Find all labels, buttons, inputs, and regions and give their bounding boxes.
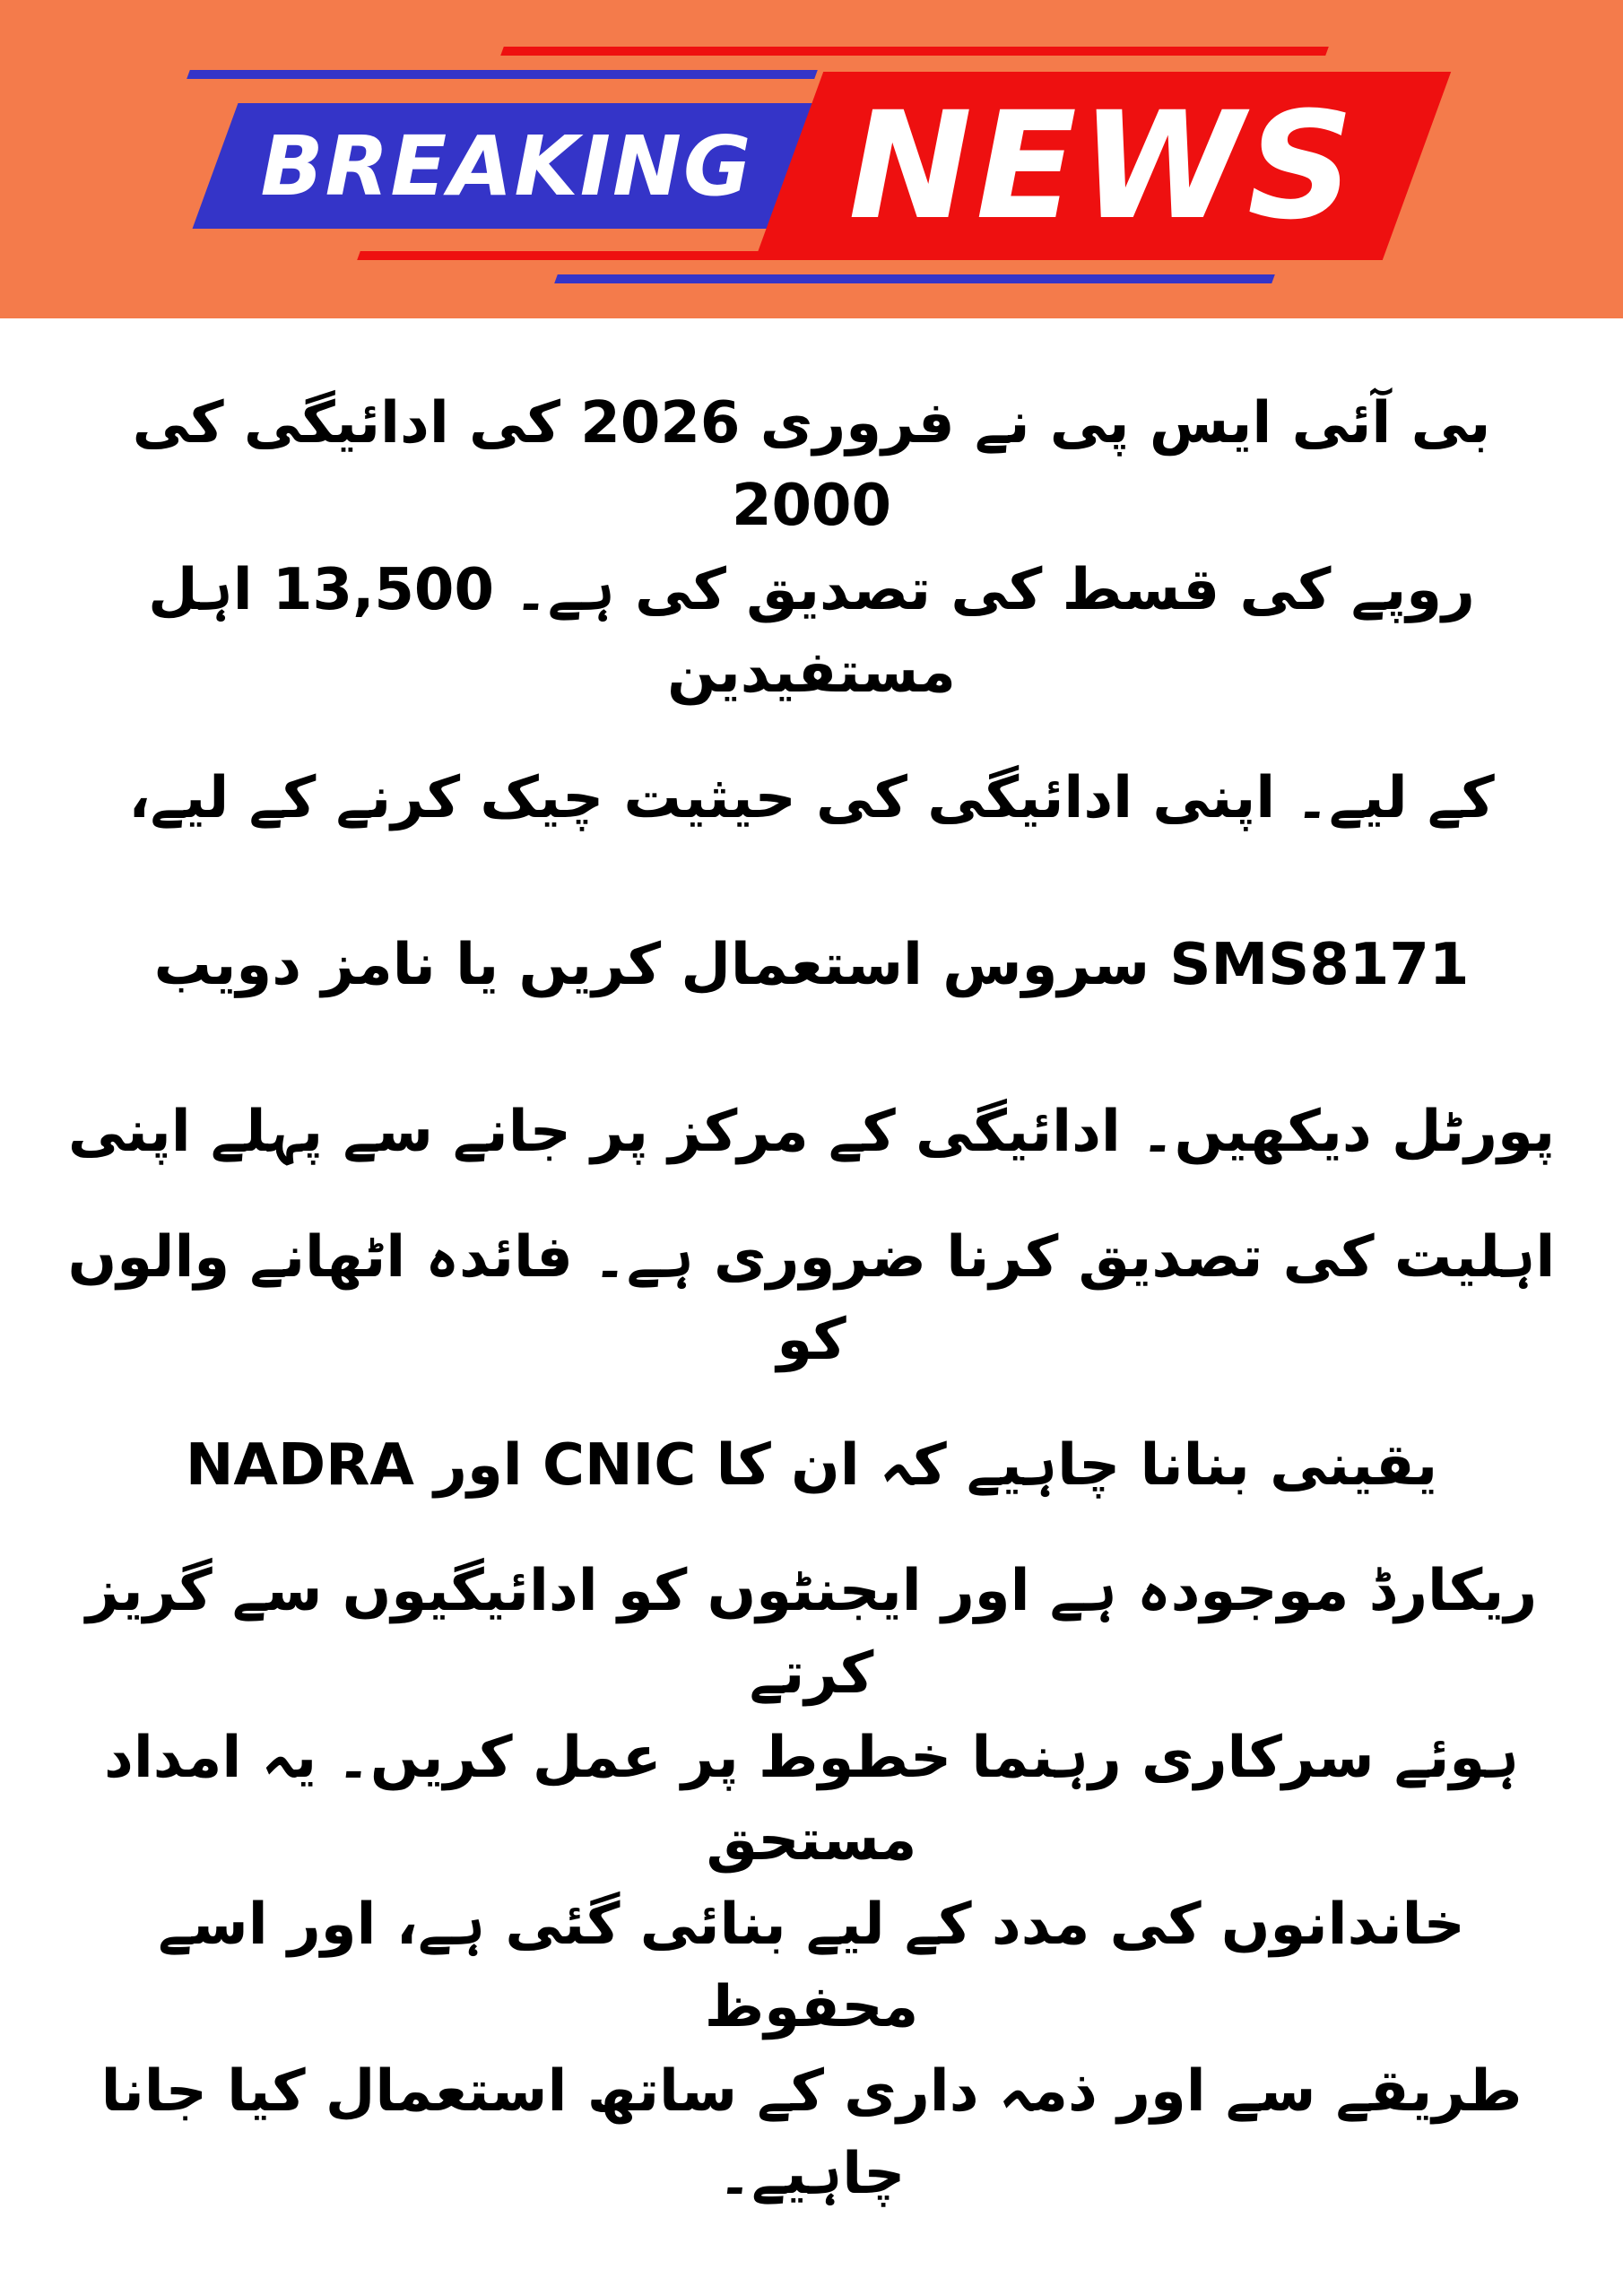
article-line: پورٹل دیکھیں۔ ادائیگی کے مرکز پر جانے سے پہلے اپنی [67, 1099, 1556, 1165]
breaking-news-banner [0, 0, 1623, 318]
article-line: طریقے سے اور ذمہ داری کے ساتھ استعمال کیا جانا چاہیے۔ [100, 2058, 1523, 2207]
article-line: SMS8171 سروس استعمال کریں یا نامز دویب [153, 932, 1470, 998]
article-body [0, 318, 1623, 2270]
article-line: اہلیت کی تصدیق کرنا ضروری ہے۔ فائدہ اٹھانے والوں کو [67, 1224, 1556, 1373]
article-line: یقینی بنانا چاہیے کہ ان کا CNIC اور NADRA [185, 1432, 1438, 1499]
article-line: بی آئی ایس پی نے فروری 2026 کی ادائیگی کی 2000 [132, 390, 1491, 539]
article-line: روپے کی قسط کی تصدیق کی ہے۔ 13,500 اہل مستفیدین [148, 557, 1475, 706]
news-label: NEWS [848, 80, 1358, 252]
decor-line [554, 274, 1275, 283]
decor-line [187, 70, 818, 79]
article-line: کے لیے۔ اپنی ادائیگی کی حیثیت چیک کرنے کے لیے، [128, 765, 1495, 831]
article-line: خاندانوں کی مدد کے لیے بنائی گئی ہے، اور اسے محفوظ [158, 1892, 1465, 2040]
decor-line [500, 47, 1329, 56]
article-line: ریکارڈ موجودہ ہے اور ایجنٹوں کو ادائیگیوں سے گریز کرتے [85, 1558, 1538, 1707]
breaking-label: BREAKING [260, 117, 753, 214]
article-line: ہوئے سرکاری رہنما خطوط پر عمل کریں۔ یہ امداد مستحق [104, 1725, 1519, 1874]
